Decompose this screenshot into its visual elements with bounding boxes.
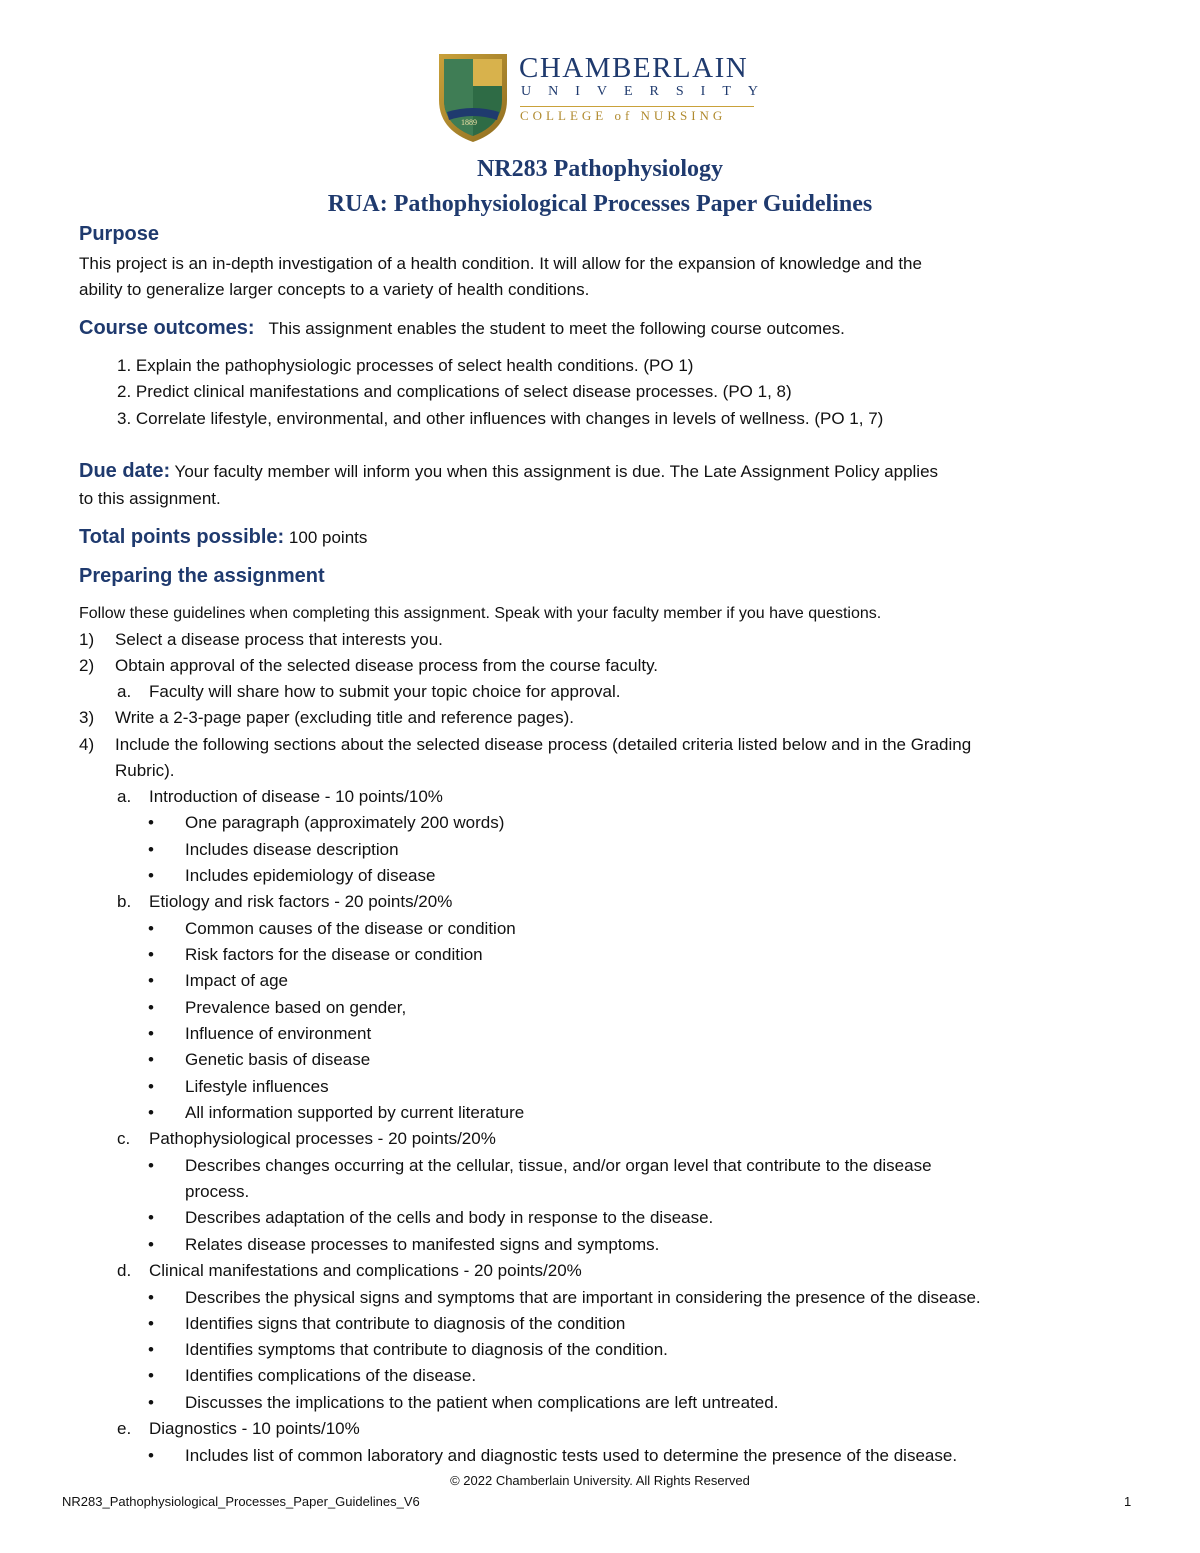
bullet-text: Relates disease processes to manifested signs and symptoms.: [185, 1235, 660, 1254]
purpose-line-2: ability to generalize larger concepts to a variety of health conditions.: [79, 280, 590, 299]
section-letter: e.: [117, 1419, 132, 1438]
logo-divider: [520, 106, 754, 107]
logo-year: 1889: [461, 118, 477, 127]
bullet-text: Includes epidemiology of disease: [185, 866, 436, 885]
bullet-icon: •: [148, 1314, 154, 1333]
step-text: Write a 2-3-page paper (excluding title and reference pages).: [115, 708, 574, 727]
bullet-icon: •: [148, 1340, 154, 1359]
section-letter: c.: [117, 1129, 131, 1148]
step-text: Obtain approval of the selected disease process from the course faculty.: [115, 656, 659, 675]
outcome-item: 1. Explain the pathophysiologic processes of select health conditions. (PO 1): [117, 356, 694, 375]
bullet-text: Identifies signs that contribute to diagnosis of the condition: [185, 1314, 626, 1333]
bullet-icon: •: [148, 1024, 154, 1043]
footer-copyright: © 2022 Chamberlain University. All Rights Reserved: [450, 1473, 750, 1488]
bullet-text: Lifestyle influences: [185, 1077, 329, 1096]
logo-university: UNIVERSITY: [521, 84, 775, 99]
bullet-text: Discusses the implications to the patient when complications are left untreated.: [185, 1393, 779, 1412]
chamberlain-logo: [437, 50, 775, 150]
bullet-text: Includes list of common laboratory and diagnostic tests used to determine the presence of the disease.: [185, 1446, 958, 1465]
section-title: Etiology and risk factors - 20 points/20%: [149, 892, 453, 911]
points-value: 100 points: [288, 528, 368, 547]
bullet-text: Includes disease description: [185, 840, 399, 859]
assignment-title: RUA: Pathophysiological Processes Paper Guidelines: [327, 191, 873, 217]
bullet-text: Impact of age: [185, 971, 289, 990]
due-row: [79, 458, 938, 485]
bullet-icon: •: [148, 1156, 154, 1175]
bullet-icon: •: [148, 971, 154, 990]
bullet-icon: •: [148, 919, 154, 938]
bullet-text: Genetic basis of disease: [185, 1050, 371, 1069]
section-title: Introduction of disease - 10 points/10%: [149, 787, 443, 806]
points-row: [79, 524, 367, 551]
bullet-icon: •: [148, 1288, 154, 1307]
outcome-item: 2. Predict clinical manifestations and complications of select disease processes. (PO 1, 8): [117, 382, 792, 401]
bullet-text: All information supported by current literature: [185, 1103, 525, 1122]
shield-icon: [437, 50, 509, 144]
bullet-text: Influence of environment: [185, 1024, 372, 1043]
step-number: 4): [79, 735, 95, 754]
bullet-icon: •: [148, 1208, 154, 1227]
preparing-intro: Follow these guidelines when completing this assignment. Speak with your faculty member if you have questions.: [79, 605, 882, 622]
bullet-text: Common causes of the disease or condition: [185, 919, 516, 938]
outcomes-row: [79, 315, 845, 342]
page-number: 1: [1124, 1494, 1132, 1509]
preparing-heading: Preparing the assignment: [79, 565, 325, 587]
step-text-continued: Rubric).: [115, 761, 175, 780]
step-number: 3): [79, 708, 95, 727]
bullet-icon: •: [148, 1366, 154, 1385]
section-title: Diagnostics - 10 points/10%: [149, 1419, 360, 1438]
bullet-icon: •: [148, 813, 154, 832]
step-number: 2): [79, 656, 95, 675]
bullet-text: One paragraph (approximately 200 words): [185, 813, 505, 832]
section-title: Clinical manifestations and complications - 20 points/20%: [149, 1261, 582, 1280]
section-letter: a.: [117, 787, 132, 806]
bullet-icon: •: [148, 1235, 154, 1254]
outcomes-intro: This assignment enables the student to meet the following course outcomes.: [268, 319, 845, 338]
course-title: NR283 Pathophysiology: [476, 156, 724, 182]
purpose-heading: Purpose: [79, 223, 160, 245]
purpose-line-1: This project is an in-depth investigation of a health condition. It will allow for the expansion of knowledge and the: [79, 254, 922, 273]
bullet-icon: •: [148, 1077, 154, 1096]
bullet-text: Describes adaptation of the cells and body in response to the disease.: [185, 1208, 714, 1227]
bullet-icon: •: [148, 1446, 154, 1465]
points-heading: Total points possible:: [79, 526, 285, 548]
footer-filename: NR283_Pathophysiological_Processes_Paper_Guidelines_V6: [62, 1494, 420, 1509]
section-letter: d.: [117, 1261, 132, 1280]
bullet-icon: •: [148, 840, 154, 859]
bullet-icon: •: [148, 1050, 154, 1069]
bullet-text: Identifies symptoms that contribute to diagnosis of the condition.: [185, 1340, 668, 1359]
bullet-icon: •: [148, 1103, 154, 1122]
logo-name: CHAMBERLAIN: [519, 52, 749, 84]
outcomes-heading: Course outcomes:: [79, 317, 255, 339]
due-heading: Due date:: [79, 460, 171, 482]
bullet-icon: •: [148, 866, 154, 885]
section-title: Pathophysiological processes - 20 points/20%: [149, 1129, 496, 1148]
due-line-1: Your faculty member will inform you when this assignment is due. The Late Assignment Policy applies: [174, 462, 939, 481]
section-letter: b.: [117, 892, 132, 911]
bullet-text: Describes the physical signs and symptoms that are important in considering the presence of the disease.: [185, 1288, 981, 1307]
outcome-item: 3. Correlate lifestyle, environmental, and other influences with changes in levels of wellness. (PO 1, 7): [117, 409, 884, 428]
bullet-icon: •: [148, 945, 154, 964]
bullet-text: Risk factors for the disease or condition: [185, 945, 483, 964]
bullet-text: Describes changes occurring at the cellular, tissue, and/or organ level that contribute to the disease: [185, 1156, 932, 1175]
bullet-text: Identifies complications of the disease.: [185, 1366, 477, 1385]
step-sub-text: Faculty will share how to submit your topic choice for approval.: [149, 682, 621, 701]
step-text: Select a disease process that interests you.: [115, 630, 443, 649]
step-sub-letter: a.: [117, 682, 132, 701]
bullet-icon: •: [148, 1393, 154, 1412]
bullet-text: Prevalence based on gender,: [185, 998, 407, 1017]
step-text: Include the following sections about the selected disease process (detailed criteria listed below and in the Grading: [115, 735, 972, 754]
logo-college: COLLEGE of NURSING: [520, 108, 727, 123]
bullet-icon: •: [148, 998, 154, 1017]
step-number: 1): [79, 630, 95, 649]
bullet-text-continued: process.: [185, 1182, 250, 1201]
due-line-2: to this assignment.: [79, 489, 221, 508]
